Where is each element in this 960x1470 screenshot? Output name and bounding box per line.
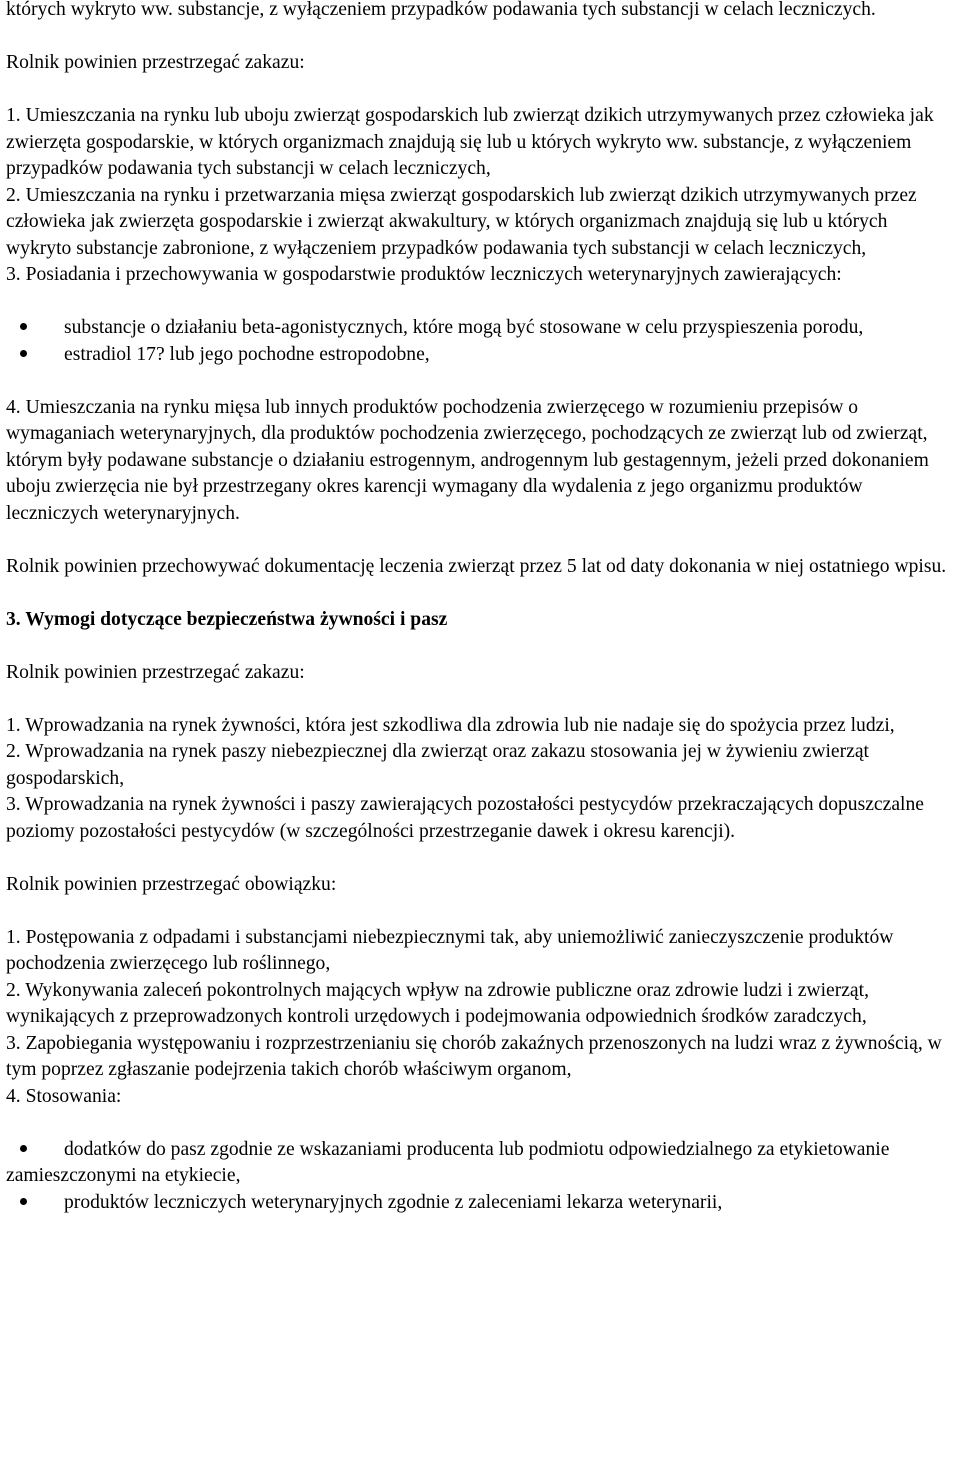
list-item-text: produktów leczniczych weterynaryjnych zgodnie z zaleceniami lekarza weterynarii,: [64, 1191, 723, 1213]
prohibition-item-1: 1. Umieszczania na rynku lub uboju zwierząt gospodarskich lub zwierząt dzikich utrzymywanych przez człowieka jak zwierzęta gospodarskie, w których organizmach znajdują się lub u których wykryto ww. substancje, z wyłączeniem przypadków podawania tych substancji w celach leczniczych,: [6, 105, 934, 179]
bullet-icon: [6, 315, 64, 342]
food-item-2: 2. Wprowadzania na rynek paszy niebezpiecznej dla zwierząt oraz zakazu stosowania jej w żywieniu zwierząt gospodarskich,: [6, 741, 869, 789]
list-item-text: dodatków do pasz zgodnie ze wskazaniami producenta lub podmiotu odpowiedzialnego za etykietowanie zamieszczonymi na etykiecie,: [6, 1138, 890, 1186]
obligation-item-3: 3. Zapobiegania występowaniu i rozprzestrzenianiu się chorób zakaźnych przenoszonych na ludzi wraz z żywnością, w tym poprzez zgłaszanie podejrzenia takich chorób właściwym organom,: [6, 1032, 942, 1080]
food-item-1: 1. Wprowadzania na rynek żywności, która jest szkodliwa dla zdrowia lub nie nadaje się do spożycia przez ludzi,: [6, 714, 895, 736]
prohibition-item-4: 4. Umieszczania na rynku mięsa lub innych produktów pochodzenia zwierzęcego w rozumieniu przepisów o wymaganiach weterynaryjnych, dla produktów pochodzenia zwierzęcego, pochodzących ze zwierząt lub od zwierząt, którym były podawane substancje o działaniu estrogennym, androgennym lub gestagennym, jeżeli przed dokonaniem uboju zwierzęcia nie był przestrzegany okres karencji wymagany dla wydalenia z jego organizmu produktów leczniczych weterynaryjnych.: [6, 396, 929, 524]
documentation-requirement: Rolnik powinien przechowywać dokumentację leczenia zwierząt przez 5 lat od daty dokonania w niej ostatniego wpisu.: [6, 555, 947, 577]
spacer: [6, 24, 956, 51]
lead-prohibition: Rolnik powinien przestrzegać zakazu:: [6, 52, 305, 73]
bullet-icon: [6, 342, 64, 369]
bullet-list: [6, 315, 956, 368]
spacer: [6, 845, 956, 872]
spacer: [6, 77, 956, 104]
list-item-text: estradiol 17? lub jego pochodne estropodobne,: [64, 343, 430, 365]
list-item: [6, 315, 956, 342]
prohibition-item-2: 2. Umieszczania na rynku i przetwarzania mięsa zwierząt gospodarskich lub zwierząt dzikich utrzymywanych przez człowieka jak zwierzęta gospodarskie i zwierząt akwakultury, w których organizmach znajdują się lub u których wykryto substancje zabronione, z wyłączeniem przypadków podawania tych substancji w celach leczniczych,: [6, 184, 917, 259]
spacer: [6, 580, 956, 607]
intro-continuation: których wykryto ww. substancje, z wyłączeniem przypadków podawania tych substancji w celach leczniczych.: [6, 0, 876, 20]
list-item: [6, 1137, 956, 1190]
list-item: [6, 342, 956, 369]
list-item: [6, 1190, 956, 1217]
lead-obligation: Rolnik powinien przestrzegać obowiązku:: [6, 873, 337, 895]
spacer: [6, 289, 956, 316]
spacer: [6, 1110, 956, 1137]
bullet-list: [6, 1137, 956, 1217]
spacer: [6, 686, 956, 713]
spacer: [6, 368, 956, 395]
bullet-icon: [6, 1190, 64, 1217]
section-heading: 3. Wymogi dotyczące bezpieczeństwa żywności i pasz: [6, 608, 448, 630]
spacer: [6, 527, 956, 554]
lead-prohibition: Rolnik powinien przestrzegać zakazu:: [6, 661, 305, 683]
obligation-item-4: 4. Stosowania:: [6, 1085, 122, 1107]
list-item-text: substancje o działaniu beta-agonistycznych, które mogą być stosowane w celu przyspieszenia porodu,: [64, 317, 864, 338]
food-item-3: 3. Wprowadzania na rynek żywności i paszy zawierających pozostałości pestycydów przekraczających dopuszczalne poziomy pozostałości pestycydów (w szczególności przestrzeganie dawek i okresu karencji).: [6, 794, 924, 842]
obligation-item-2: 2. Wykonywania zaleceń pokontrolnych mających wpływ na zdrowie publiczne oraz zdrowie ludzi i zwierząt, wynikających z przeprowadzonych kontroli urzędowych i podejmowania odpowiednich środków zaradczych,: [6, 979, 869, 1027]
prohibition-item-3: 3. Posiadania i przechowywania w gospodarstwie produktów leczniczych weterynaryjnych zawierających:: [6, 264, 842, 285]
obligation-item-1: 1. Postępowania z odpadami i substancjami niebezpiecznymi tak, aby uniemożliwić zanieczyszczenie produktów pochodzenia zwierzęcego lub roślinnego,: [6, 926, 894, 974]
spacer: [6, 633, 956, 660]
bullet-icon: [6, 1137, 64, 1164]
spacer: [6, 898, 956, 925]
document-page: [6, 0, 956, 1216]
